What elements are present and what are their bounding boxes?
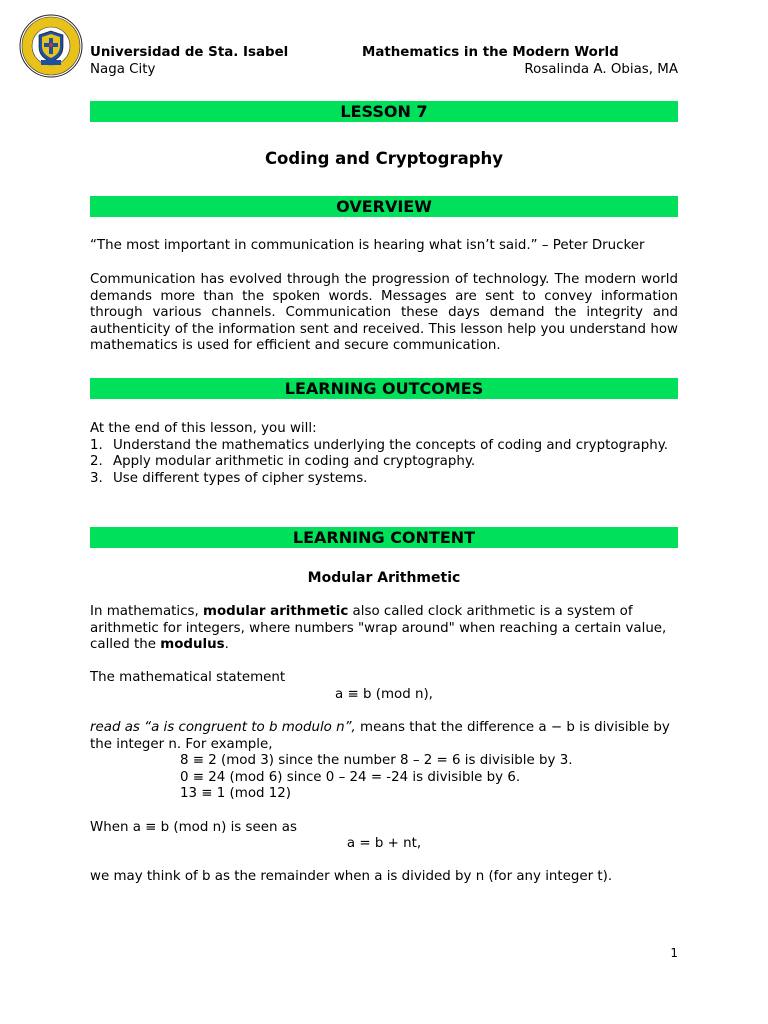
- instructor-name: Rosalinda A. Obias, MA: [524, 61, 678, 77]
- list-item-number: 2.: [90, 454, 103, 470]
- read-as-italic: read as “a is congruent to b modulo n”,: [90, 720, 356, 735]
- read-as-paragraph: [90, 720, 678, 753]
- list-item: [90, 438, 678, 455]
- examples-list: [180, 753, 678, 803]
- read-as-text: means that the difference a − b is divisible by the integer n. For example,: [90, 720, 670, 752]
- statement-intro: The mathematical statement: [90, 670, 286, 685]
- list-item: [90, 454, 678, 471]
- header-left: [90, 45, 370, 78]
- overview-heading: OVERVIEW: [90, 196, 678, 217]
- university-seal-logo: [19, 14, 83, 78]
- outcomes-intro: At the end of this lesson, you will:: [90, 421, 317, 436]
- list-item-text: Apply modular arithmetic in coding and cryptography.: [113, 454, 476, 470]
- example-line: 8 ≡ 2 (mod 3) since the number 8 – 2 = 6 is divisible by 3.: [180, 753, 573, 768]
- term-modular-arithmetic: modular arithmetic: [203, 604, 349, 619]
- outcomes-list: [90, 421, 678, 487]
- modular-arithmetic-definition: [90, 604, 678, 654]
- example-line: 0 ≡ 24 (mod 6) since 0 – 24 = -24 is divisible by 6.: [180, 769, 521, 785]
- definition-text: also called clock arithmetic is a system of arithmetic for integers, where numbers "wrap around" when reaching a certain value, called the: [90, 604, 667, 653]
- definition-text: In mathematics,: [90, 604, 203, 619]
- list-item-number: 3.: [90, 470, 103, 486]
- lesson-number-bar: LESSON 7: [90, 101, 678, 122]
- list-item-text: Understand the mathematics underlying the concepts of coding and cryptography.: [113, 437, 668, 453]
- list-item: [90, 471, 678, 488]
- example-line: 13 ≡ 1 (mod 12): [180, 786, 292, 802]
- header-right: [340, 45, 678, 78]
- equation: a = b + nt,: [346, 836, 422, 851]
- lesson-title: Coding and Cryptography: [264, 149, 504, 168]
- learning-outcomes-heading: LEARNING OUTCOMES: [90, 378, 678, 399]
- final-line: we may think of b as the remainder when a is divided by n (for any integer t).: [90, 869, 613, 884]
- learning-content-heading: LEARNING CONTENT: [90, 527, 678, 548]
- when-line: When a ≡ b (mod n) is seen as: [90, 820, 297, 835]
- institution-city: Naga City: [90, 61, 156, 77]
- page-number: 1: [670, 946, 678, 960]
- overview-quote: “The most important in communication is hearing what isn’t said.” – Peter Drucker: [90, 238, 645, 253]
- list-item-text: Use different types of cipher systems.: [113, 470, 368, 486]
- institution-name: Universidad de Sta. Isabel: [90, 45, 289, 60]
- congruence-statement: a ≡ b (mod n),: [335, 687, 433, 702]
- overview-paragraph: Communication has evolved through the progression of technology. The modern world demands more than the spoken words. Messages are sent to convey information through various channels. Communication these days demand the integrity and authenticity of the information sent and received. This lesson help you understand how mathematics is used for efficient and secure communication.: [90, 272, 678, 354]
- definition-text: .: [224, 637, 229, 653]
- list-item-number: 1.: [90, 437, 103, 453]
- section-subheading: Modular Arithmetic: [307, 570, 461, 586]
- term-modulus: modulus: [160, 637, 225, 653]
- course-title: Mathematics in the Modern World: [362, 45, 619, 60]
